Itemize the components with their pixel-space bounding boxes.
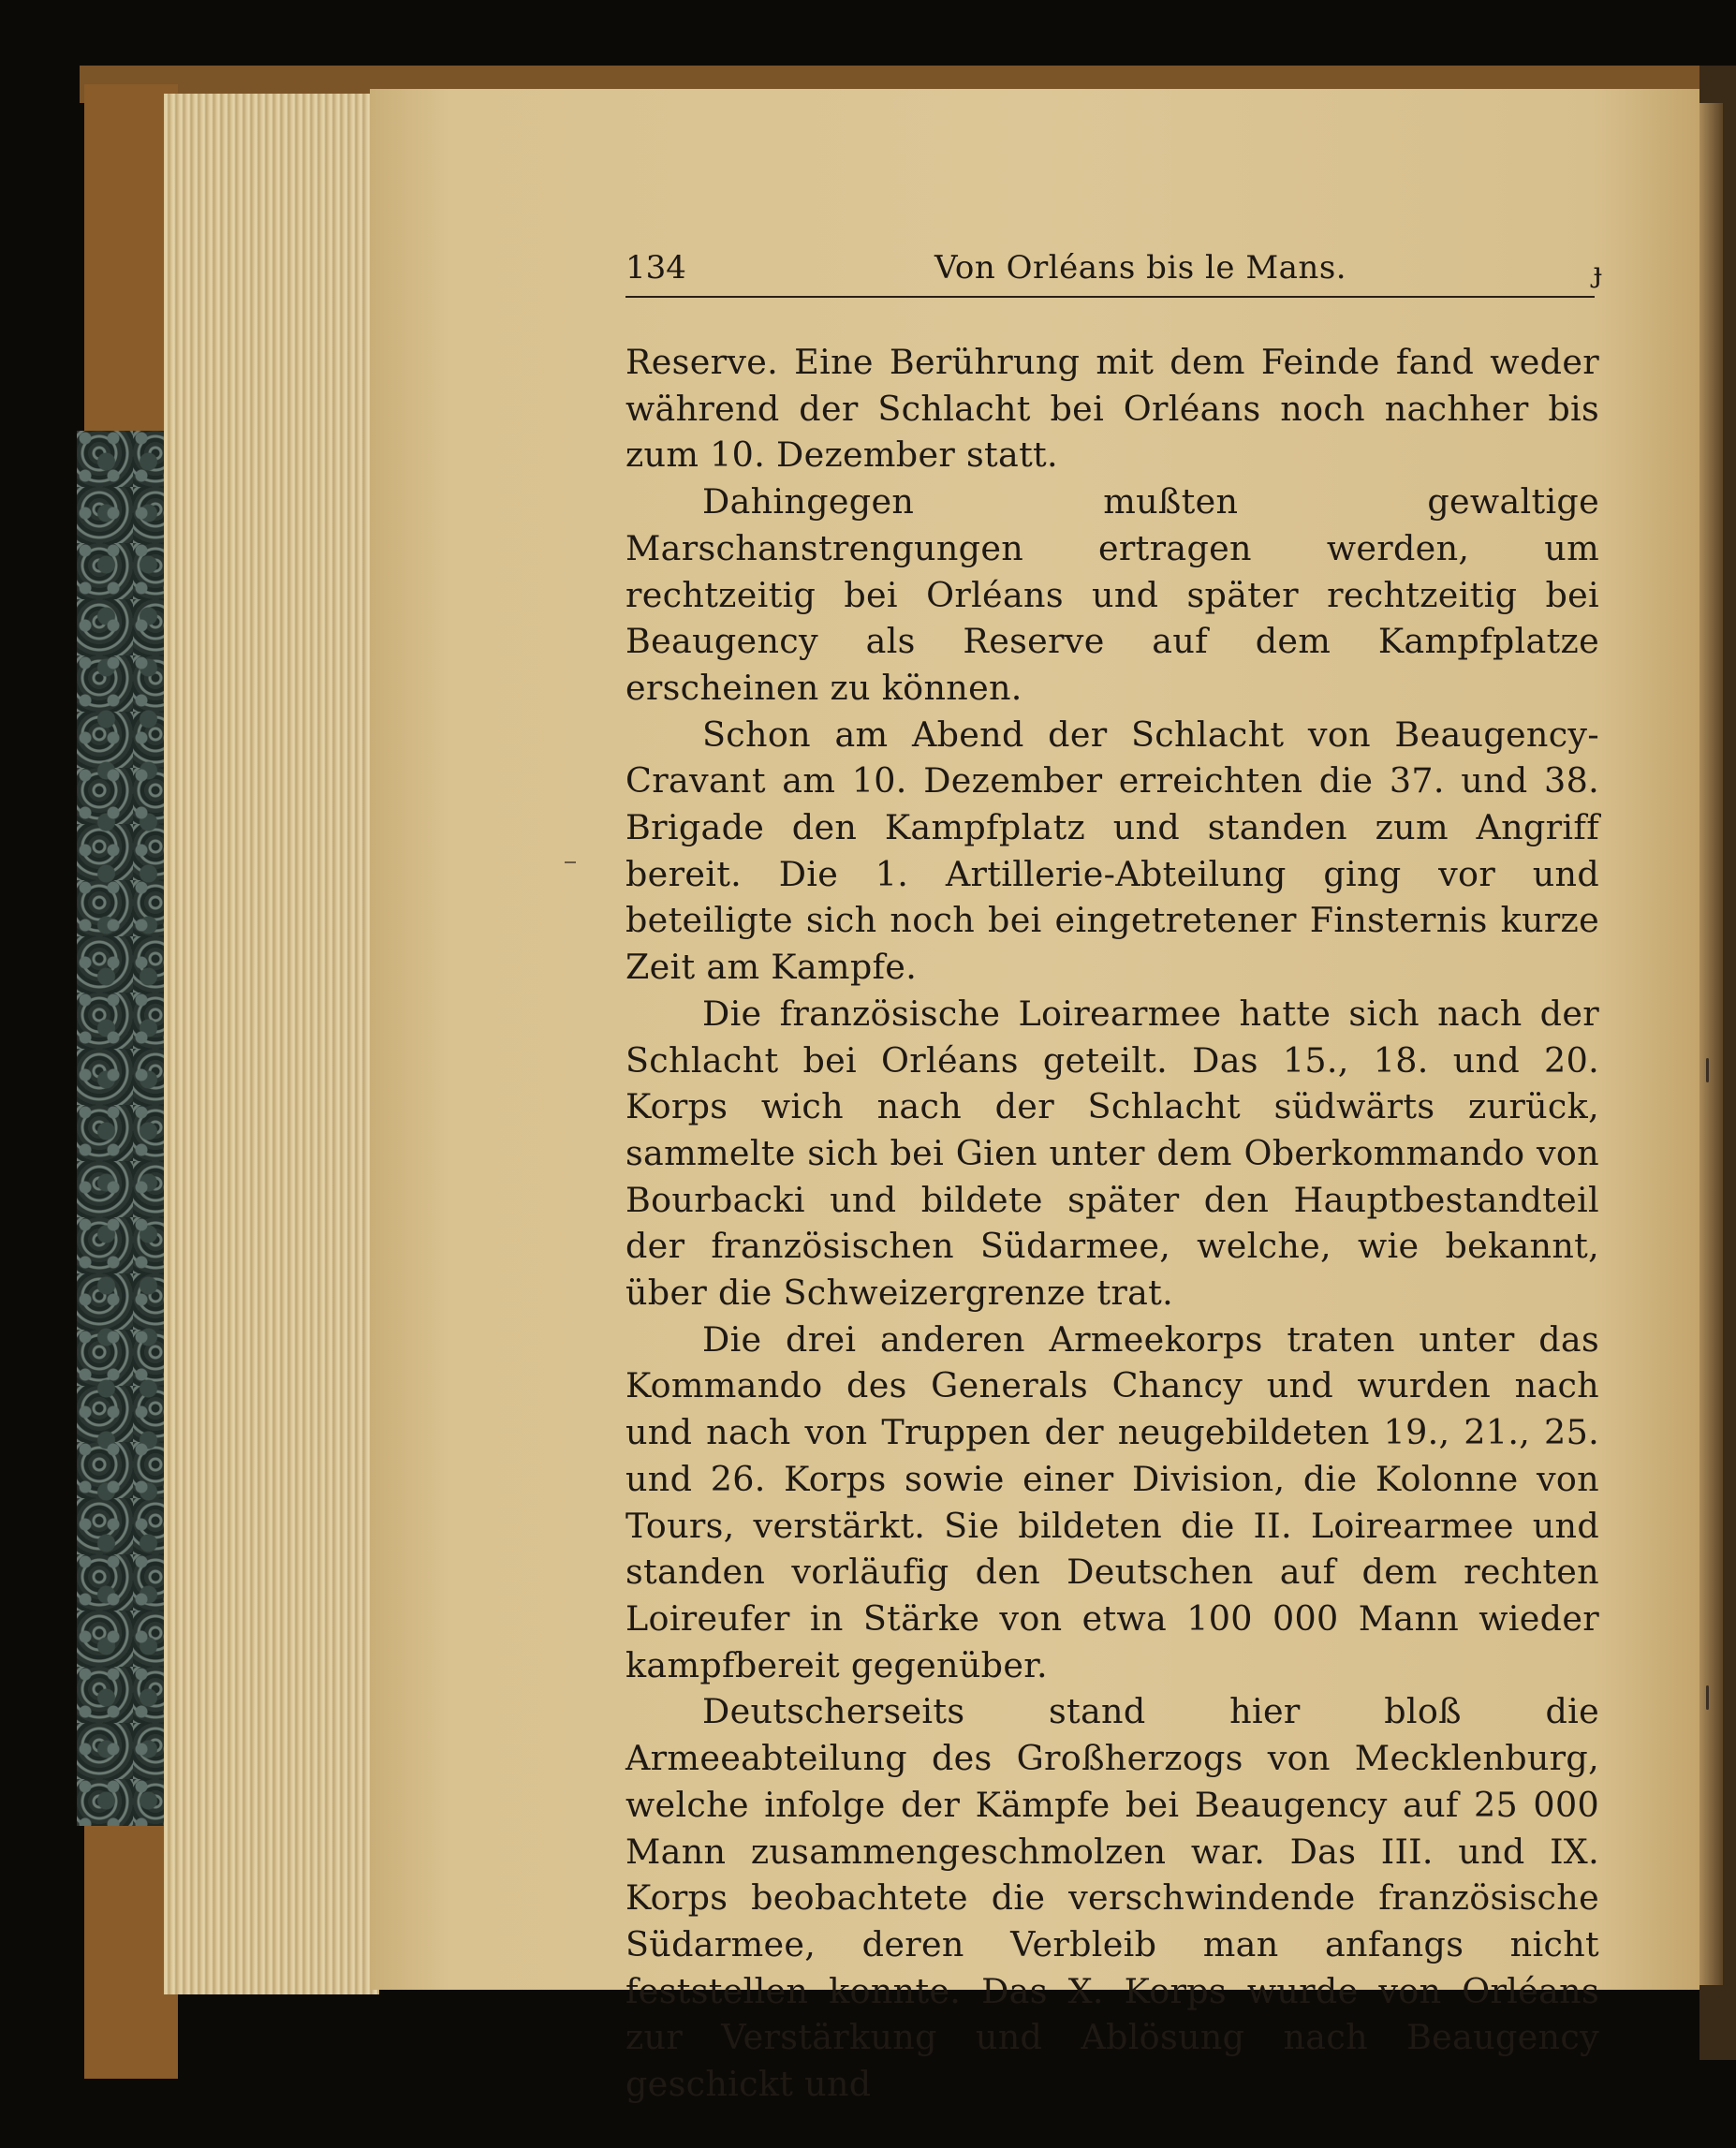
- page-number: 134: [625, 249, 686, 287]
- paragraph: Schon am Abend der Schlacht von Beaugency-Cravant am 10. Dezember erreichten die 37. und 38. Brigade den Kampfplatz und standen zum Angriff bereit. Die 1. Artillerie-Abteilung ging vor und beteiligte sich noch bei eingetretener Finsternis kurze Zeit am Kampfe.: [625, 714, 1599, 988]
- ink-mark: ɟ: [1593, 257, 1602, 289]
- page-block-edges: [164, 94, 379, 1994]
- paragraph: Reserve. Eine Berührung mit dem Feinde fand weder während der Schlacht bei Orléans noch nachher bis zum 10. Dezember statt.: [625, 342, 1599, 476]
- edge-mark: [1706, 1685, 1709, 1710]
- paragraph: Deutscherseits stand hier bloß die Armeeabteilung des Großherzogs von Mecklenburg, welche infolge der Kämpfe bei Beaugency auf 25 000 Mann zusammengeschmolzen war. Das III. und IX. Korps beobachtete die verschwindende französische Südarmee, deren Verbleib man anfangs nicht feststellen konnte. Das X. Korps wurde von Orléans zur Verstärkung und Ablösung nach Beaugency geschickt und: [625, 1691, 1599, 2105]
- running-title: Von Orléans bis le Mans.: [934, 249, 1347, 287]
- paragraph: Dahingegen mußten gewaltige Marschanstrengungen ertragen werden, um rechtzeitig bei Orléans und später rechtzeitig bei Beaugency als Reserve auf dem Kampfplatze erscheinen zu können.: [625, 481, 1599, 708]
- margin-mark: [565, 861, 576, 863]
- edge-mark: [1706, 1058, 1709, 1082]
- marbled-endpaper: [77, 431, 175, 1826]
- body-text: [625, 339, 1599, 2108]
- running-head: [625, 249, 1602, 298]
- paragraph: Die drei anderen Armeekorps traten unter das Kommando des Generals Chancy und wurden nach und nach von Truppen der neugebildeten 19., 21., 25. und 26. Korps sowie einer Division, die Kolonne von Tours, verstärkt. Sie bildeten die II. Loirearmee und standen vorläufig den Deutschen auf dem rechten Loireufer in Stärke von etwa 100 000 Mann wieder kampfbereit gegenüber.: [625, 1318, 1599, 1685]
- paragraph: Die französische Loirearmee hatte sich nach der Schlacht bei Orléans geteilt. Das 15., 18. und 20. Korps wich nach der Schlacht südwärts zurück, sammelte sich bei Gien unter dem Oberkommando von Bourbacki und bildete später den Hauptbestandteil der französischen Südarmee, welche, wie bekannt, über die Schweizergrenze trat.: [625, 993, 1599, 1314]
- page-gutter: [1699, 103, 1723, 1985]
